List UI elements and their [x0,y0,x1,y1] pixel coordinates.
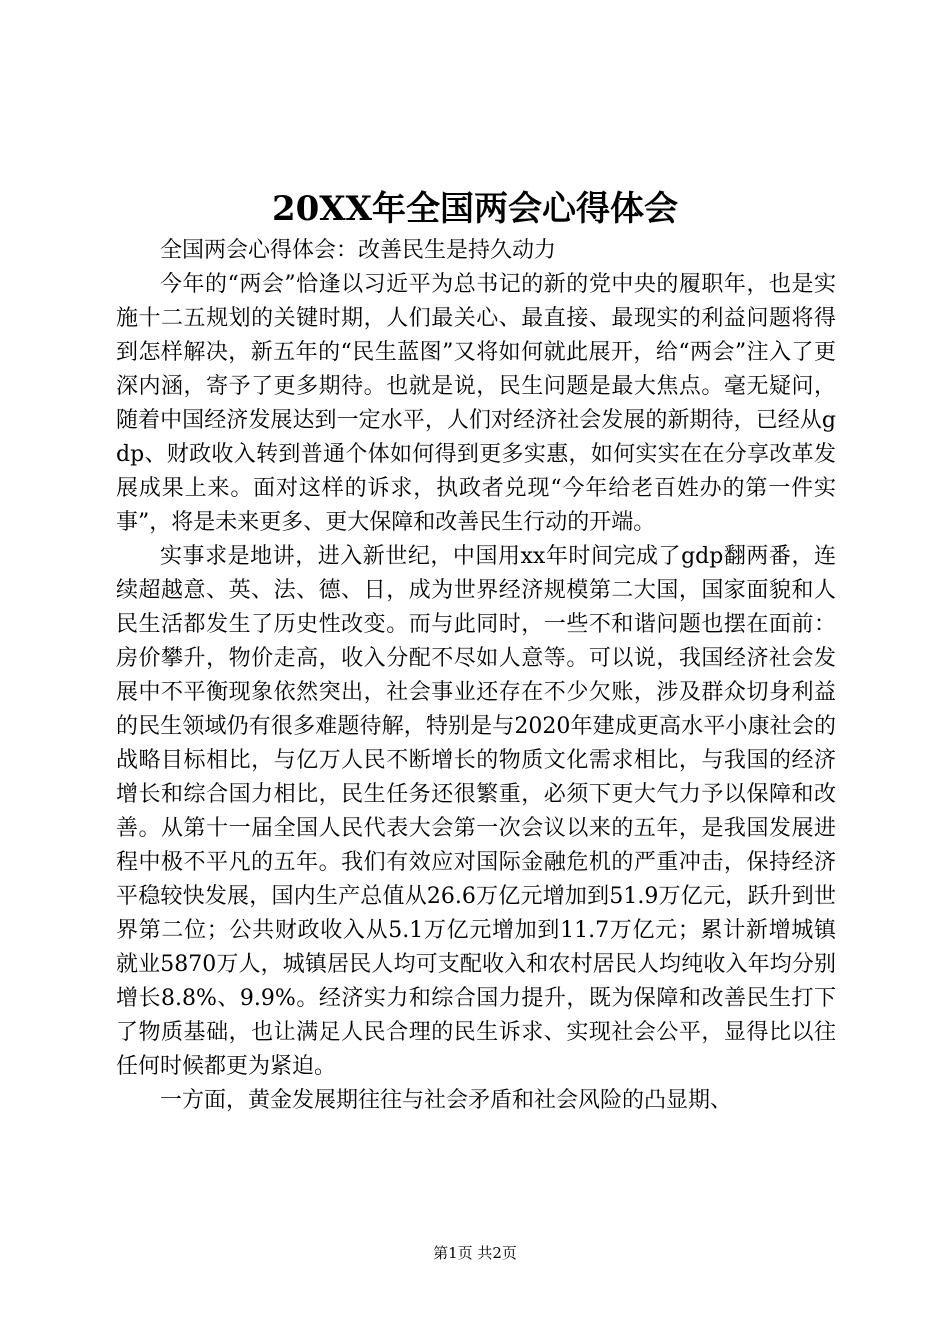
paragraph: 一方面，黄金发展期往往与社会矛盾和社会风险的凸显期、 [160,1088,733,1113]
document-title: 20XX年全国两会心得体会 [271,189,679,229]
paragraph: 实事求是地讲，进入新世纪，中国用xx年时间完成了gdp翻两番，连续超越意、英、法、德、日，成为世界经济规模第二大国，国家面貌和人民生活都发生了历史性改变。而与此同时，一些不和谐问题也摆在面前：房价攀升，物价走高，收入分配不尽如人意等。可以说，我国经济社会发展中不平衡现象依然突出，社会事业还存在不少欠账，涉及群众切身利益的民生领域仍有很多难题待解，特别是与2020年建成更高水平小康社会的战略目标相比，与亿万人民不断增长的物质文化需求相比，与我国的经济增长和综合国力相比，民生任务还很繁重，必须下更大气力予以保障和改善。从第十一届全国人民代表大会第一次会议以来的五年，是我国发展进程中极不平凡的五年。我们有效应对国际金融危机的严重冲击，保持经济平稳较快发展，国内生产总值从26.6万亿元增加到51.9万亿元，跃升到世界第二位；公共财政收入从5.1万亿元增加到11.7万亿元；累计新增城镇就业5870万人，城镇居民人均可支配收入和农村居民人均纯收入年均分别增长8.8%、9.9%。经济实力和综合国力提升，既为保障和改善民生打下了物质基础，也让满足人民合理的民生诉求、实现社会公平，显得比以往任何时候都更为紧迫。 [116,544,836,1079]
paragraph-subtitle: 全国两会心得体会：改善民生是持久动力 [160,238,557,263]
document-body [116,234,836,1118]
page-footer: 第1页 共2页 [433,1244,517,1262]
paragraph: 今年的“两会”恰逢以习近平为总书记的新的党中央的履职年，也是实施十二五规划的关键时期，人们最关心、最直接、最现实的利益问题将得到怎样解决，新五年的“民生蓝图”又将如何就此展开，给“两会”注入了更深内涵，寄予了更多期待。也就是说，民生问题是最大焦点。毫无疑问，随着中国经济发展达到一定水平，人们对经济社会发展的新期待，已经从gdp、财政收入转到普通个体如何得到更多实惠，如何实实在在分享改革发展成果上来。面对这样的诉求，执政者兑现“今年给老百姓办的第一件实事”，将是未来更多、更大保障和改善民生行动的开端。 [116,272,836,535]
